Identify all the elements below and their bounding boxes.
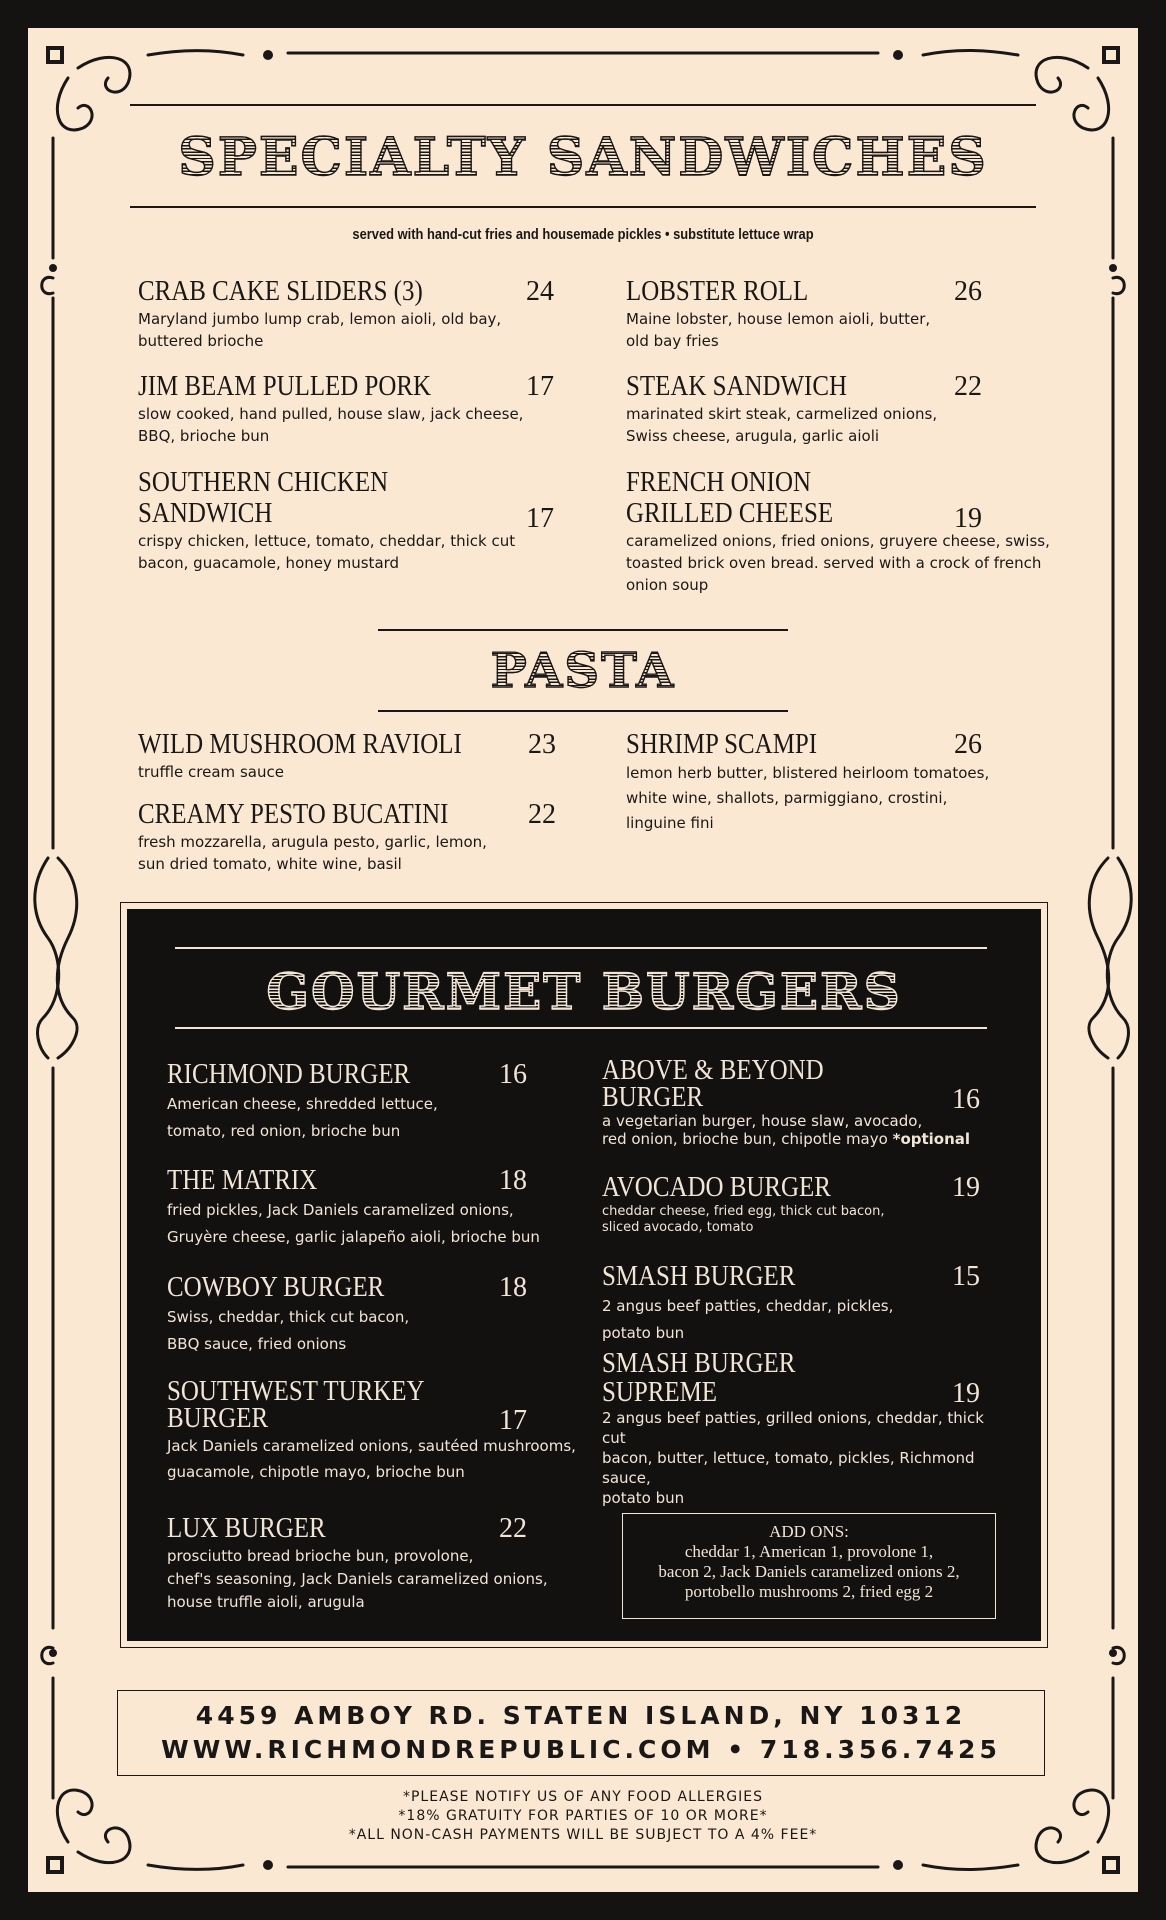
item-price: 16 — [499, 1059, 527, 1090]
website-phone: WWW.RICHMONDREPUBLIC.COM • 718.356.7425 — [161, 1735, 1001, 1764]
item-description: 2 angus beef patties, grilled onions, cheddar, thick cut bacon, butter, lettuce, tomato, pickles, Richmond sauce, potato bun — [602, 1409, 984, 1507]
item-name: RICHMOND BURGER — [167, 1058, 411, 1090]
item-name: SMASH BURGER — [602, 1260, 796, 1292]
item-description: fresh mozzarella, arugula pesto, garlic, lemon, sun dried tomato, white wine, basil — [138, 833, 487, 873]
item-price: 17 — [499, 1405, 527, 1436]
item-price: 17 — [526, 371, 554, 402]
menu-item — [138, 467, 558, 574]
menu-item — [602, 1349, 1012, 1508]
item-price: 17 — [526, 503, 554, 534]
item-description: caramelized onions, fried onions, gruyere cheese, swiss, toasted brick oven bread. served with a crock of french onion soup — [626, 532, 1050, 594]
item-name: WILD MUSHROOM RAVIOLI — [138, 728, 462, 760]
item-price: 16 — [952, 1084, 980, 1115]
item-description: fried pickles, Jack Daniels caramelized onions, Gruyère cheese, garlic jalapeño aioli, brioche bun — [167, 1201, 540, 1246]
item-name: SOUTHWEST TURKEY BURGER — [167, 1375, 425, 1434]
item-name: SHRIMP SCAMPI — [626, 728, 818, 760]
item-description: cheddar cheese, fried egg, thick cut bacon, sliced avocado, tomato — [602, 1204, 885, 1235]
menu-item — [138, 371, 558, 447]
item-description-text: a vegetarian burger, house slaw, avocado, red onion, brioche bun, chipotle mayo — [602, 1112, 923, 1148]
menu-item — [602, 1261, 1002, 1347]
item-price: 22 — [528, 799, 556, 830]
item-description: lemon herb butter, blistered heirloom tomatoes, white wine, shallots, parmiggiano, crostini, linguine fini — [626, 764, 990, 832]
item-price: 19 — [952, 1172, 980, 1203]
add-ons-box — [622, 1513, 996, 1619]
sandwiches-title: SPECIALTY SANDWICHES — [28, 128, 1138, 188]
menu-item — [626, 729, 1066, 836]
item-name: CREAMY PESTO BUCATINI — [138, 798, 449, 830]
sandwiches-rule-bottom — [130, 206, 1036, 208]
pasta-rule-top — [378, 629, 788, 631]
item-description: marinated skirt steak, carmelized onions, Swiss cheese, arugula, garlic aioli — [626, 405, 938, 445]
menu-item — [167, 1059, 577, 1145]
item-name: LOBSTER ROLL — [626, 275, 809, 307]
add-ons-title: ADD ONS: — [769, 1522, 849, 1541]
item-name: JIM BEAM PULLED PORK — [138, 370, 432, 402]
item-price: 15 — [952, 1261, 980, 1292]
item-description: truffle cream sauce — [138, 763, 284, 781]
item-description: 2 angus beef patties, cheddar, pickles, potato bun — [602, 1297, 894, 1342]
menu-item — [138, 799, 558, 875]
item-price: 23 — [528, 729, 556, 760]
item-name: THE MATRIX — [167, 1164, 318, 1196]
item-description: prosciutto bread brioche bun, provolone, chef's seasoning, Jack Daniels caramelized onions, house truffle aioli, arugula — [167, 1547, 548, 1611]
sandwiches-subtitle: served with hand-cut fries and housemade pickles • substitute lettuce wrap — [352, 226, 814, 243]
menu-item — [138, 276, 558, 352]
pasta-rule-bottom — [378, 710, 788, 712]
item-description: Swiss, cheddar, thick cut bacon, BBQ sauce, fried onions — [167, 1308, 410, 1353]
pasta-title: PASTA — [28, 643, 1138, 699]
menu-item — [626, 467, 1096, 596]
menu-page — [28, 28, 1138, 1892]
item-name: FRENCH ONION GRILLED CHEESE — [626, 466, 834, 529]
address: 4459 AMBOY RD. STATEN ISLAND, NY 10312 — [195, 1701, 967, 1730]
item-description: Maine lobster, house lemon aioli, butter, old bay fries — [626, 310, 931, 350]
item-price: 18 — [499, 1165, 527, 1196]
menu-item — [626, 276, 1066, 352]
item-description: Jack Daniels caramelized onions, sautéed mushrooms, guacamole, chipotle mayo, brioche bun — [167, 1437, 576, 1481]
menu-item — [602, 1172, 1002, 1236]
payment-fee-note: *ALL NON-CASH PAYMENTS WILL BE SUBJECT TO A 4% FEE* — [348, 1827, 818, 1843]
burgers-title: GOURMET BURGERS — [127, 959, 1041, 1025]
sandwiches-rule-top — [130, 104, 1036, 106]
item-price: 19 — [954, 503, 982, 534]
item-name: CRAB CAKE SLIDERS (3) — [138, 275, 423, 307]
item-price: 22 — [499, 1513, 527, 1544]
item-price: 26 — [954, 276, 982, 307]
item-description: American cheese, shredded lettuce, tomato, red onion, brioche bun — [167, 1095, 438, 1140]
item-name: AVOCADO BURGER — [602, 1171, 831, 1203]
burgers-rule-top — [175, 947, 987, 949]
item-price: 19 — [952, 1378, 980, 1409]
item-name: STEAK SANDWICH — [626, 370, 847, 402]
burgers-rule-bottom — [175, 1027, 987, 1029]
menu-item — [138, 729, 558, 783]
menu-item — [167, 1513, 587, 1614]
add-ons-list: cheddar 1, American 1, provolone 1, bacon 2, Jack Daniels caramelized onions 2, portobello mushrooms 2, fried egg 2 — [658, 1542, 960, 1601]
item-price: 24 — [526, 276, 554, 307]
item-description: crispy chicken, lettuce, tomato, cheddar, thick cut bacon, guacamole, honey mustard — [138, 532, 516, 572]
item-description — [602, 1112, 1002, 1148]
item-name: LUX BURGER — [167, 1512, 326, 1544]
footer-notes — [28, 1788, 1138, 1845]
burgers-panel-inner — [127, 909, 1041, 1641]
item-name: ABOVE & BEYOND BURGER — [602, 1054, 824, 1113]
item-description: slow cooked, hand pulled, house slaw, jack cheese, BBQ, brioche bun — [138, 405, 524, 445]
item-name: SOUTHERN CHICKEN SANDWICH — [138, 466, 389, 529]
allergy-note: *PLEASE NOTIFY US OF ANY FOOD ALLERGIES — [402, 1789, 763, 1805]
item-name: SMASH BURGER SUPREME — [602, 1347, 796, 1408]
item-price: 22 — [954, 371, 982, 402]
burgers-panel — [120, 902, 1048, 1648]
item-description: Maryland jumbo lump crab, lemon aioli, old bay, buttered brioche — [138, 310, 502, 350]
menu-item — [167, 1165, 587, 1251]
menu-item — [602, 1054, 1002, 1148]
optional-note: *optional — [892, 1130, 971, 1148]
item-price: 18 — [499, 1272, 527, 1303]
item-name: COWBOY BURGER — [167, 1271, 385, 1303]
menu-item — [626, 371, 1066, 447]
item-price: 26 — [954, 729, 982, 760]
contact-box — [117, 1690, 1045, 1776]
gratuity-note: *18% GRATUITY FOR PARTIES OF 10 OR MORE* — [398, 1808, 768, 1824]
menu-item — [167, 1375, 587, 1485]
menu-item — [167, 1272, 577, 1358]
